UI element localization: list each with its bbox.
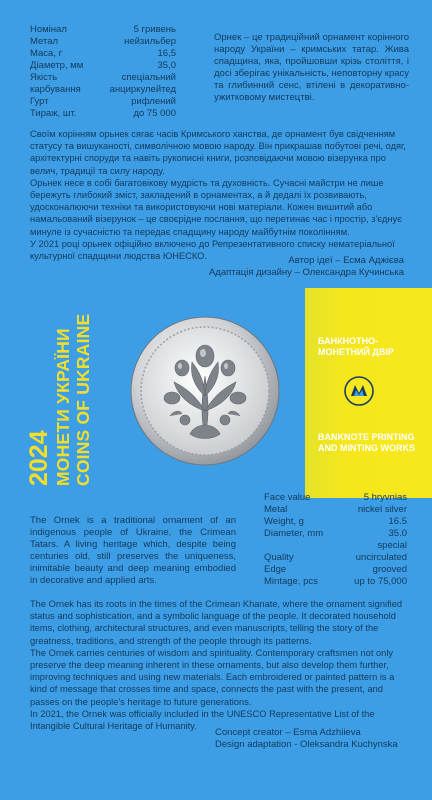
spec-label: Гурт [30, 96, 49, 107]
mint-name-ua-line: БАНКНОТНО- [318, 336, 379, 346]
ua-credit-concept: Автор ідеї – Есма Аджієва [288, 255, 404, 266]
ua-paragraph: Своїм корінням орьнек сягає часів Кримського ханства, де орнамент був свідченням статусу та вишуканості, символічною мовою народу. Він прикрашав побутові речі, одяг, архітектурні споруди та навіть рукописні книги, розповідаючи мовою візерунка про велич, традиції та силу народу. [30, 129, 406, 176]
spec-value: special uncirculated [355, 540, 407, 563]
mint-name-en-line: AND MINTING WORKS [318, 443, 415, 453]
mint-name-en-line: BANKNOTE PRINTING [318, 432, 415, 442]
spec-label: Weight, g [264, 516, 304, 527]
spec-label: Номінал [30, 24, 67, 35]
en-intro-text: The Ornek is a traditional ornament of an indigenous people of Ukraine, the Crimean Tatars. A living heritage which, despite being centuries old, still preserves the uniqueness, inimitable beauty and deep meaning embodied in decorative and applied arts. [30, 515, 236, 586]
spec-label: Edge [264, 564, 287, 575]
ua-credit-design: Адаптація дизайну – Олександра Кучинська [208, 267, 404, 278]
spec-label: Якість карбування [30, 72, 81, 95]
mint-name-ua [318, 336, 394, 358]
spec-value: спеціальний анциркулейтед [109, 72, 176, 95]
ua-paragraph: У 2021 році орьнек офіційно включено до Репрезентативного списку нематеріальної культурної спадщини людства ЮНЕСКО. [30, 238, 395, 262]
en-credit-design: Design adaptation - Oleksandra Kuchynska [215, 739, 398, 750]
en-spec-row [264, 576, 407, 588]
ua-spec-row [30, 24, 176, 36]
ua-spec-row [30, 48, 176, 60]
series-name-ua: МОНЕТИ УКРАЇНИ [53, 328, 73, 486]
en-spec-row [264, 528, 407, 540]
ua-intro-text: Орнек – це традиційний орнамент корінного народу України – кримських татар. Жива спадщина, яка, пройшовши крізь століття, і досі зберігає унікальність, неповторну красу та глибинний сенс, втілені в декоративно-ужитковому мистецтві. [214, 32, 410, 103]
spec-value: 5 гривень [133, 24, 176, 35]
en-description [30, 598, 410, 732]
ua-spec-row [30, 108, 176, 120]
en-spec-row [264, 516, 407, 528]
en-spec-row [264, 504, 407, 516]
en-paragraph: The Ornek carries centuries of wisdom and spirituality. Contemporary craftsmen not only preserve the deep meaning inherent in these ornaments, but also develop them further, improving techniques and using new materials. Each embroidered or painted pattern is a kind of message that crosses time and space, connects the past with the present, and passes on the people's heritage to future generations. [30, 647, 395, 707]
spec-label: Маса, г [30, 48, 63, 59]
spec-value: нейзильбер [124, 36, 176, 47]
ua-spec-table [30, 24, 176, 120]
en-spec-row [264, 540, 407, 564]
en-credits [215, 727, 398, 751]
series-name-en: COINS OF UKRAINE [73, 313, 93, 486]
en-spec-row [264, 492, 407, 504]
coin-band [0, 288, 432, 498]
spec-value: 35,0 [157, 60, 176, 71]
spec-value: 16.5 [388, 516, 407, 527]
spec-value: 16,5 [157, 48, 176, 59]
spec-label: Mintage, pcs [264, 576, 318, 587]
mint-name-ua-line: МОНЕТНИЙ ДВІР [318, 347, 394, 357]
ua-credits [209, 255, 404, 279]
spec-label: Diameter, mm [264, 528, 324, 539]
spec-label: Метал [30, 36, 59, 47]
mint-name-en [318, 432, 415, 454]
spec-value: до 75 000 [133, 108, 176, 119]
ua-spec-row [30, 36, 176, 48]
en-paragraph: The Ornek has its roots in the times of the Crimean Khanate, where the ornament signified status and sophistication, and a symbolic language of the people. It decorated household items, clothing, architectural structures, and even manuscripts, telling the story of the greatness, traditions, and strength of the people through its patterns. [30, 599, 403, 646]
series-title [26, 286, 106, 486]
ua-description [30, 128, 410, 262]
spec-value: рифлений [131, 96, 176, 107]
spec-value: grooved [372, 564, 407, 575]
ua-spec-row [30, 96, 176, 108]
spec-label: Metal [264, 504, 288, 515]
spec-value: up to 75,000 [354, 576, 407, 587]
coin-image [130, 316, 280, 466]
en-spec-table [264, 492, 407, 588]
spec-value: 5 hryvnias [363, 492, 407, 503]
spec-label: Face value [264, 492, 311, 503]
spec-value: nickel silver [357, 504, 407, 515]
en-spec-row [264, 564, 407, 576]
en-credit-concept: Concept creator – Esma Adzhiieva [215, 727, 361, 738]
en-paragraph: In 2021, the Ornek was officially included in the UNESCO Representative List of the Intangible Cultural Heritage of Humanity. [30, 708, 375, 732]
mint-logo-icon [344, 376, 374, 406]
spec-label: Quality [264, 552, 294, 563]
ua-spec-row [30, 72, 176, 96]
spec-label: Діаметр, мм [30, 60, 84, 71]
spec-label: Тираж, шт. [30, 108, 77, 119]
ua-spec-row [30, 60, 176, 72]
ua-paragraph: Орьнек несе в собі багатовікову мудрість та духовність. Сучасні майстри не лише бережуть глибокий зміст, закладений в орнаментах, а й дедалі їх розвивають, удосконалюючи техніки та використовуючи нові матеріали. Кожен вишитий або намальований візерунок – це своєрідне послання, що перетинає час і простір, з'єднує минуле із сучасністю та передає спадщину народу майбутнім поколінням. [30, 177, 402, 237]
series-year: 2024 [25, 430, 53, 486]
spec-value: 35.0 [388, 528, 407, 539]
